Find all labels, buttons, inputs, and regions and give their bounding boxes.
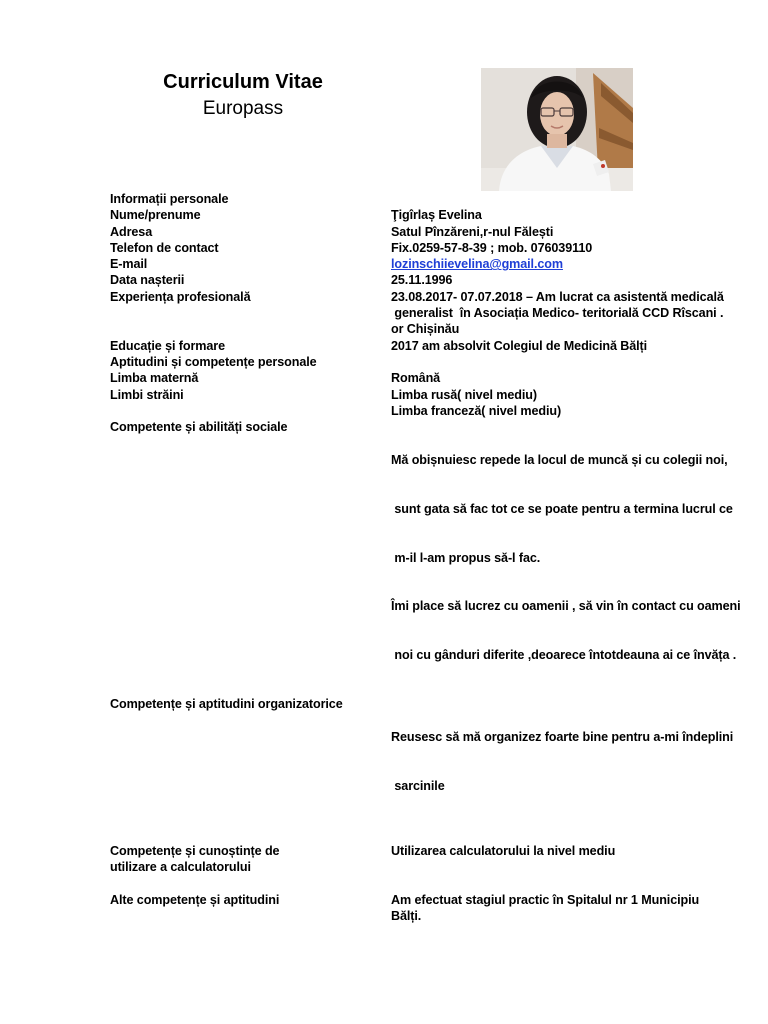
row-email (110, 256, 740, 272)
value-birth (391, 272, 740, 288)
value-name-line: Ţigîrlaș Evelina (391, 208, 482, 223)
value-foreign-languages-line: Limba franceză( nivel mediu) (391, 403, 562, 418)
value-foreign-languages-line: Limba rusă( nivel mediu) (391, 387, 537, 402)
value-organizational-line: sarcinile (391, 778, 445, 793)
label-organizational: Competențe și aptitudini organizatorice (110, 697, 343, 712)
row-birth (110, 272, 740, 288)
value-experience-line: generalist în Asociația Medico- teritorială CCD Rîscani . (391, 306, 724, 321)
label-phone: Telefon de contact (110, 240, 219, 255)
value-experience-line: or Chișinău (391, 322, 460, 337)
row-address (110, 224, 740, 240)
label-foreign-languages: Limbi străini (110, 387, 184, 402)
value-social-line: sunt gata să fac tot ce se poate pentru a termina lucrul ce (391, 501, 733, 516)
value-mother-tongue-line: Română (391, 371, 441, 386)
label-computer-line: utilizare a calculatorului (110, 860, 251, 875)
row-name (110, 207, 740, 223)
email-link[interactable]: lozinschiievelina@gmail.com (391, 257, 563, 272)
label-birth: Data nașterii (110, 273, 185, 288)
cv-title: Curriculum Vitae (163, 71, 323, 93)
row-foreign-languages (110, 387, 740, 420)
label-email: E-mail (110, 257, 148, 272)
value-email (391, 256, 740, 272)
value-social-line: Îmi place să lucrez cu oamenii , să vin în contact cu oameni (391, 599, 741, 614)
row-education (110, 338, 740, 354)
row-computer (110, 843, 740, 876)
cv-content (110, 191, 740, 924)
label-other: Alte competențe și aptitudini (110, 892, 280, 907)
value-address (391, 224, 740, 240)
row-mother-tongue (110, 370, 740, 386)
value-computer (391, 843, 740, 876)
value-phone-line: Fix.0259-57-8-39 ; mob. 076039110 (391, 240, 593, 255)
value-other (391, 892, 740, 925)
section-personal-info: Informații personale (110, 192, 229, 206)
spacer (110, 875, 740, 891)
label-education: Educație și formare (110, 338, 225, 353)
cv-header (150, 68, 336, 122)
profile-photo-illustration (481, 68, 633, 191)
label-computer (110, 843, 391, 876)
value-phone (391, 240, 740, 256)
value-foreign-languages (391, 387, 740, 420)
row-organizational (110, 696, 740, 826)
value-experience-line: 23.08.2017- 07.07.2018 – Am lucrat ca asistentă medicală (391, 289, 724, 304)
value-organizational (391, 696, 740, 826)
row-other (110, 892, 740, 925)
label-social: Competente și abilități sociale (110, 420, 288, 435)
value-social (391, 419, 741, 696)
value-education-line: 2017 am absolvit Colegiul de Medicină Bălți (391, 338, 648, 353)
profile-photo (481, 68, 633, 191)
row-social (110, 419, 740, 696)
value-social-line: Mă obișnuiesc repede la locul de muncă și cu colegii noi, (391, 452, 728, 467)
value-birth-line: 25.11.1996 (391, 273, 453, 288)
cv-subtitle: Europass (202, 98, 284, 119)
value-mother-tongue (391, 370, 740, 386)
section-skills: Aptitudini și competențe personale (110, 354, 317, 369)
value-experience (391, 289, 740, 338)
label-mother-tongue: Limba maternă (110, 371, 199, 386)
value-address-line: Satul Pînzăreni,r-nul Fălești (391, 224, 554, 239)
label-address: Adresa (110, 224, 153, 239)
value-other-line: Bălți. (391, 909, 422, 924)
value-social-line: noi cu gânduri diferite ,deoarece întotdeauna ai ce învăța . (391, 648, 737, 663)
spacer (110, 827, 740, 843)
label-name: Nume/prenume (110, 208, 201, 223)
value-computer-line: Utilizarea calculatorului la nivel mediu (391, 843, 616, 858)
value-social-line: m-il l-am propus să-l fac. (391, 550, 541, 565)
label-experience: Experiența profesională (110, 289, 251, 304)
value-education (391, 338, 740, 354)
value-other-line: Am efectuat stagiul practic în Spitalul nr 1 Municipiu (391, 892, 700, 907)
label-computer-line: Competențe și cunoștințe de (110, 843, 280, 858)
value-organizational-line: Reusesc să mă organizez foarte bine pentru a-mi îndeplini (391, 729, 734, 744)
row-phone (110, 240, 740, 256)
row-experience (110, 289, 740, 338)
value-name (391, 207, 740, 223)
